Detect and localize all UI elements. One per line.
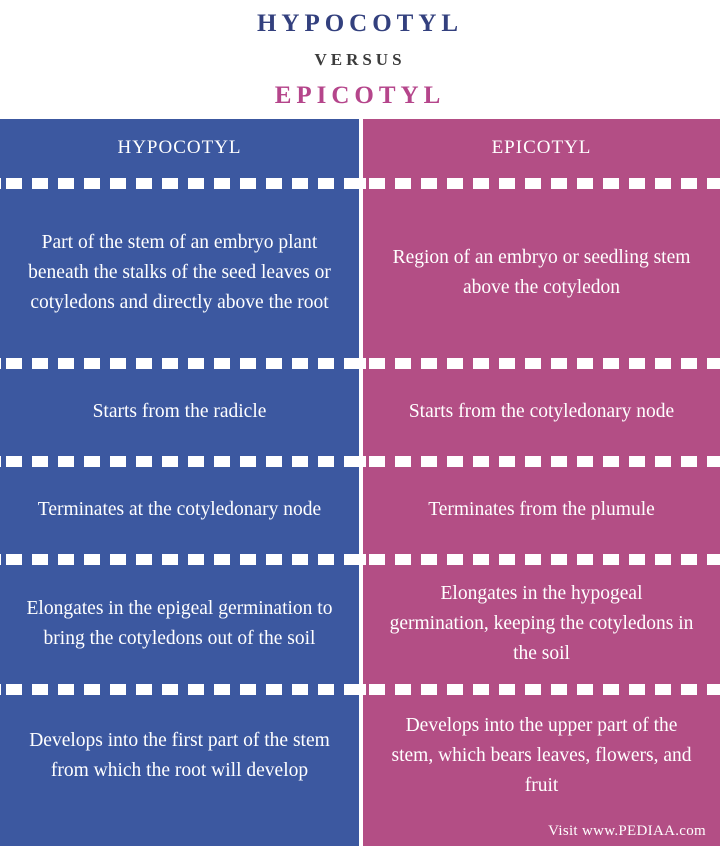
row-divider <box>0 682 359 696</box>
column-hypocotyl <box>0 119 359 846</box>
row-divider <box>0 176 359 190</box>
table-cell: Terminates at the cotyledonary node <box>37 499 322 520</box>
table-cell: Region of an embryo or seedling stem above the cotyledon <box>392 247 691 298</box>
row-divider <box>0 356 359 370</box>
row-divider <box>0 454 359 468</box>
row-divider <box>363 454 720 468</box>
table-cell: Elongates in the hypogeal germination, keeping the cotyledons in the soil <box>389 583 694 664</box>
table-cell: Starts from the cotyledonary node <box>408 401 675 422</box>
row-divider <box>363 552 720 566</box>
table-cell: Elongates in the epigeal germination to bring the cotyledons out of the soil <box>26 598 333 649</box>
table-cell: Develops into the first part of the stem from which the root will develop <box>29 730 330 781</box>
title-term-right: EPICOTYL <box>274 82 446 109</box>
row-divider <box>363 682 720 696</box>
title-term-left: HYPOCOTYL <box>256 10 464 37</box>
source-attribution: Visit www.PEDIAA.com <box>548 823 706 839</box>
column-header-right: EPICOTYL <box>491 137 592 158</box>
title-versus: VERSUS <box>314 50 406 69</box>
row-divider <box>363 176 720 190</box>
column-header-left: HYPOCOTYL <box>117 137 242 158</box>
table-cell: Develops into the upper part of the stem, which bears leaves, flowers, and fruit <box>391 715 692 796</box>
comparison-table <box>0 119 720 846</box>
title-block <box>0 0 720 110</box>
table-cell: Terminates from the plumule <box>428 499 655 520</box>
table-cell: Starts from the radicle <box>92 401 267 422</box>
column-epicotyl <box>363 119 720 846</box>
table-cell: Part of the stem of an embryo plant beneath the stalks of the seed leaves or cotyledons and directly above the root <box>28 232 331 313</box>
row-divider <box>0 552 359 566</box>
row-divider <box>363 356 720 370</box>
